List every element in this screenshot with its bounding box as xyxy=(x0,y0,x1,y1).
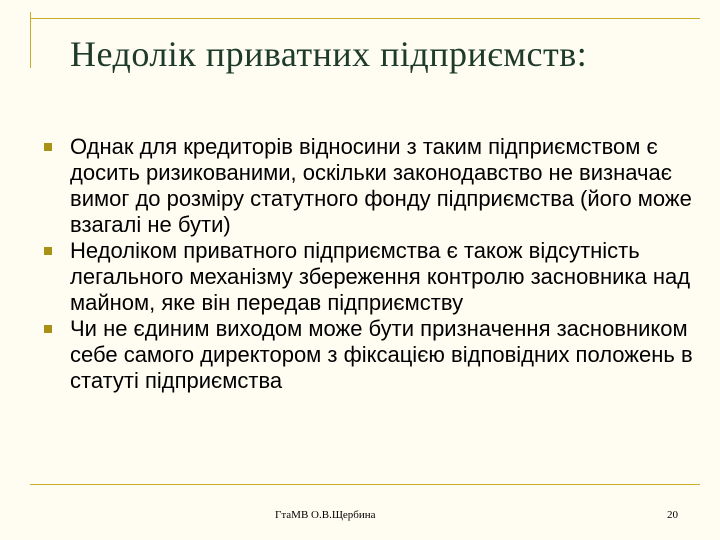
bullet-list xyxy=(40,134,700,394)
square-bullet-icon xyxy=(44,247,52,255)
bullet-text: Чи не єдиним виходом може бути призначення засновником себе самого директором з фіксацією відповідних положень в статуті підприємства xyxy=(70,316,693,393)
bullet-item xyxy=(40,134,700,238)
square-bullet-icon xyxy=(44,325,52,333)
left-rule xyxy=(30,12,31,68)
slide-title: Недолік приватних підприємств: xyxy=(70,34,588,74)
top-rule xyxy=(30,18,700,19)
bullet-text: Однак для кредиторів відносини з таким підприємством є досить ризикованими, оскільки законодавство не визначає вимог до розміру статутного фонду підприємства (його може взагалі не бути) xyxy=(70,134,692,237)
bullet-text: Недоліком приватного підприємства є також відсутність легального механізму збереження контролю засновника над майном, яке він передав підприємству xyxy=(70,238,691,315)
page-number: 20 xyxy=(667,509,678,521)
bottom-rule xyxy=(30,484,700,485)
bullet-item xyxy=(40,316,700,394)
footer-author: ГтаМВ О.В.Щербина xyxy=(275,509,376,521)
bullet-item xyxy=(40,238,700,316)
square-bullet-icon xyxy=(44,143,52,151)
